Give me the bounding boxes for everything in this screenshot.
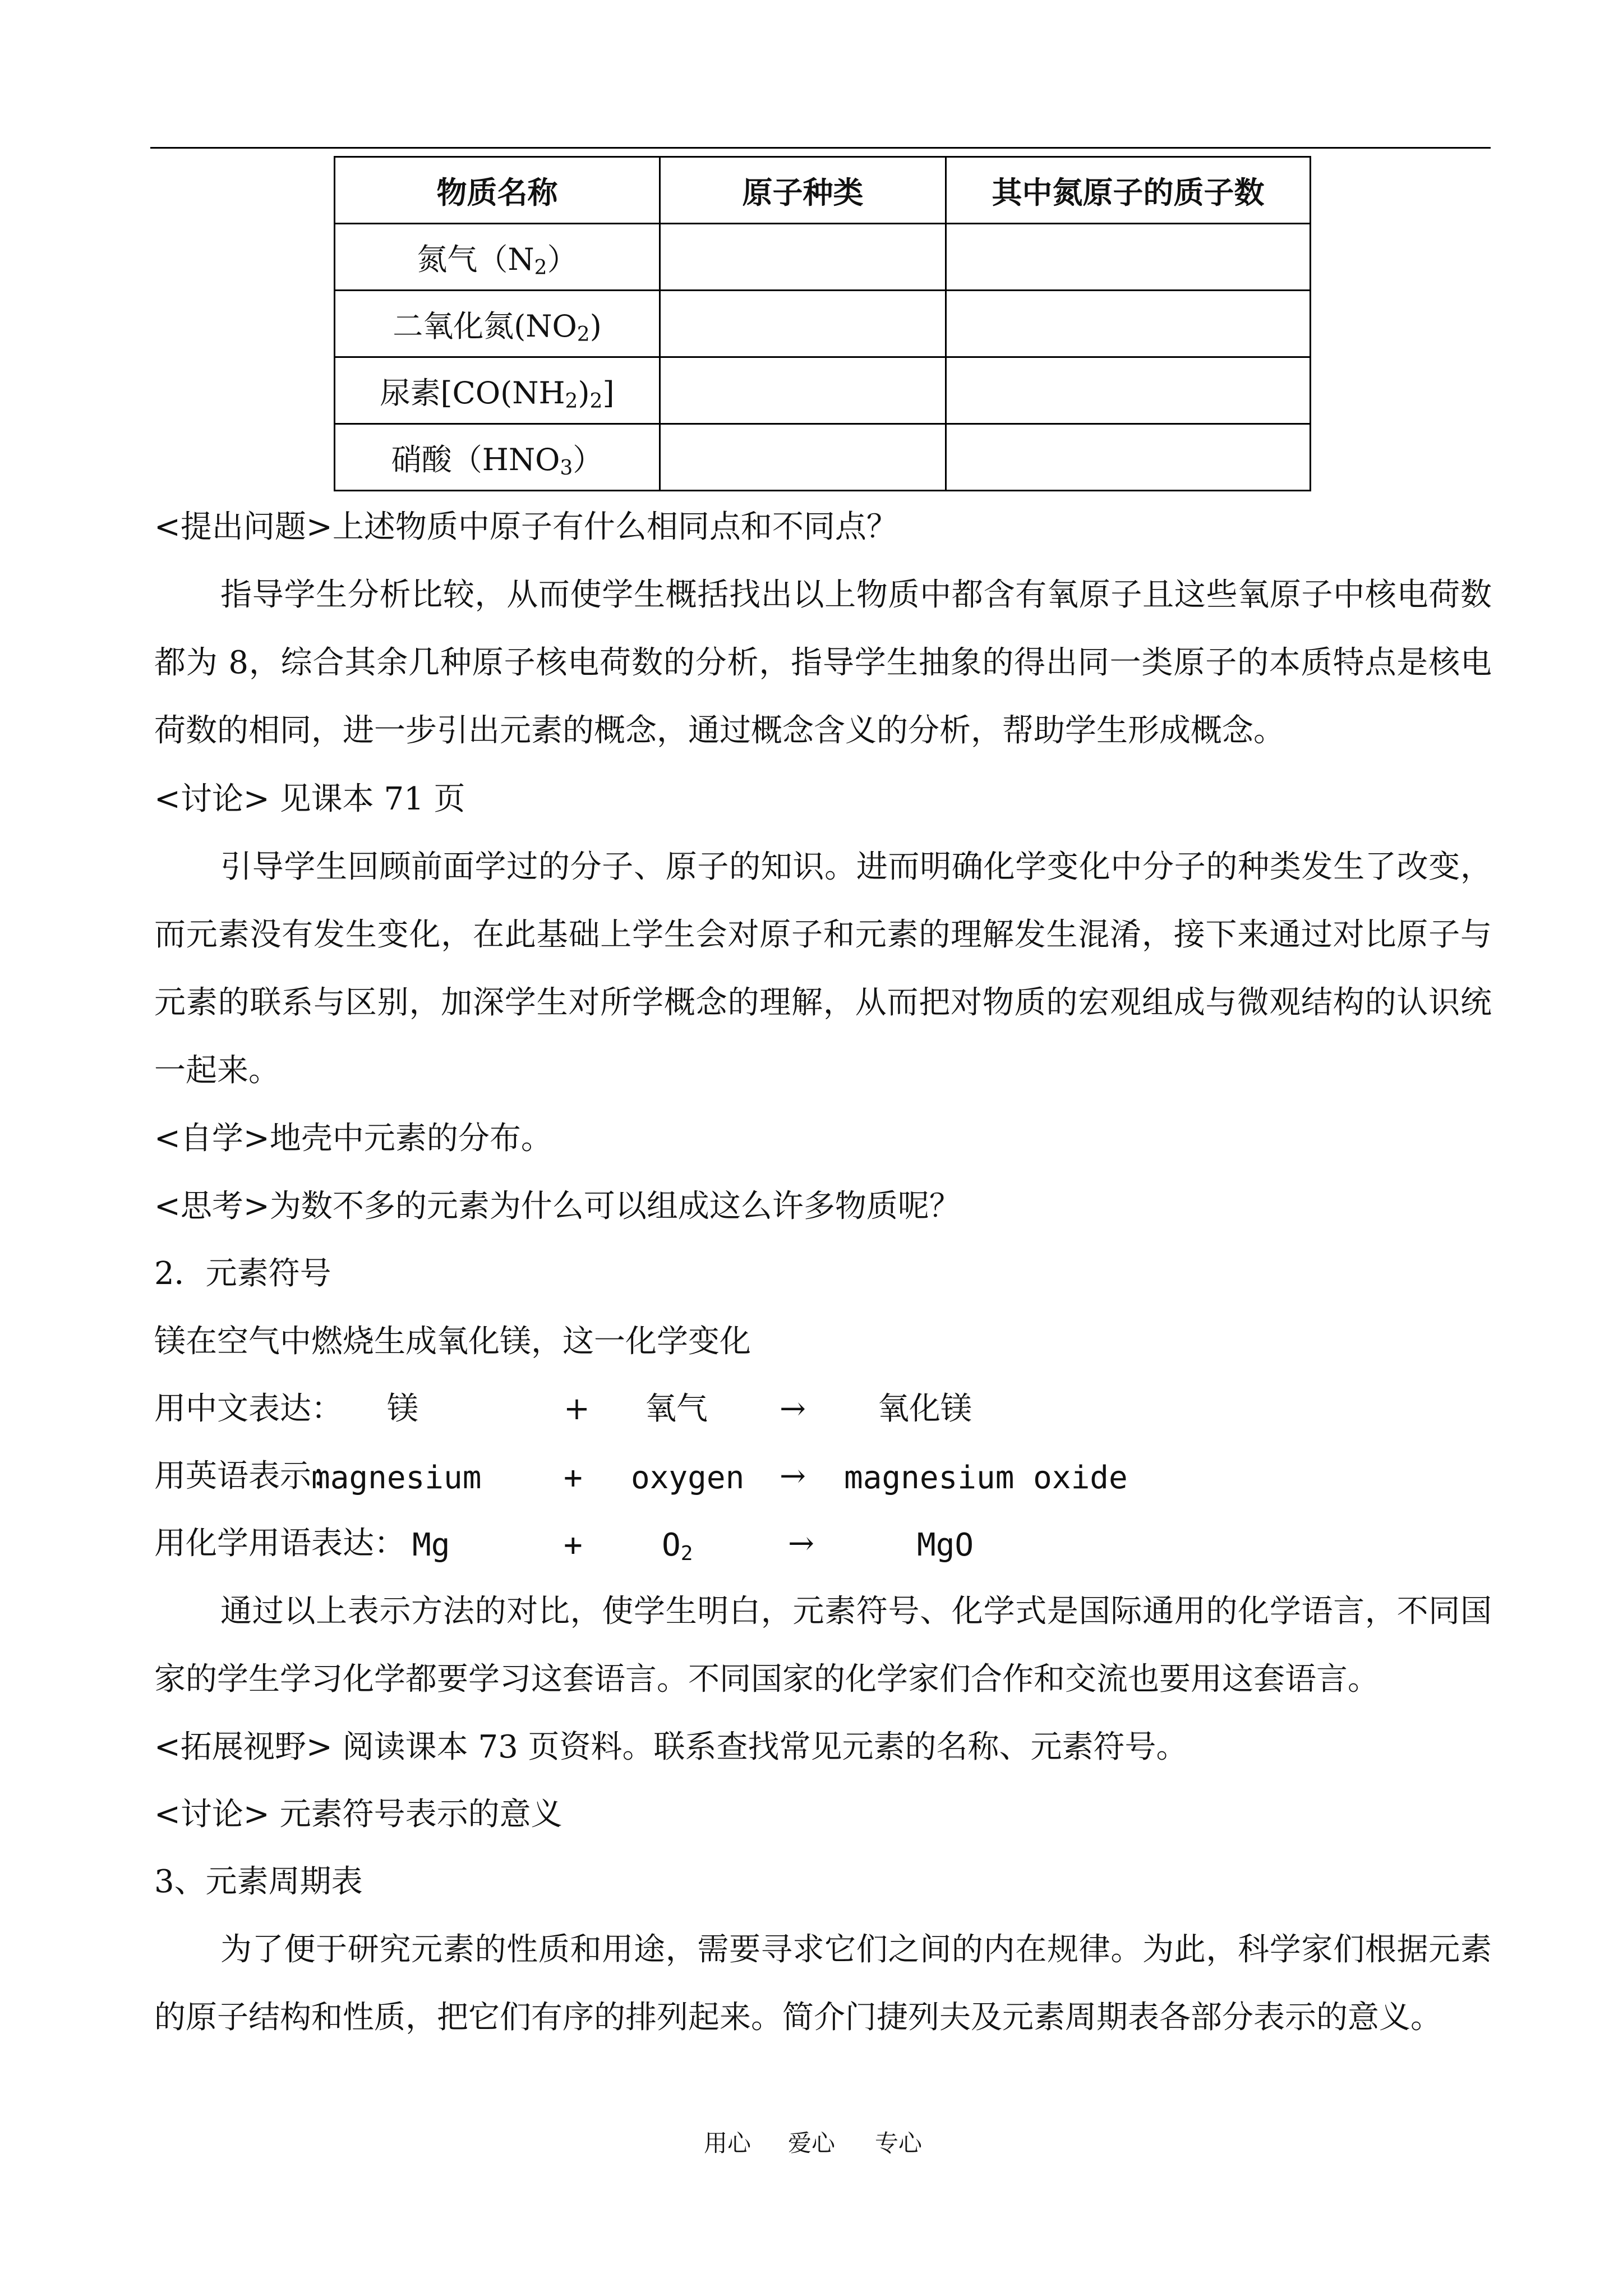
header-rule <box>150 147 1491 149</box>
paragraph-comparison: 通过以上表示方法的对比，使学生明白，元素符号、化学式是国际通用的化学语言，不同国家的学生学习化学都要学习这套语言。不同国家的化学家们合作和交流也要用这套语言。 <box>154 1593 1492 1697</box>
table-row <box>335 424 1311 491</box>
paragraph-analysis: 指导学生分析比较，从而使学生概括找出以上物质中都含有氧原子且这些氧原子中核电荷数都为 8，综合其余几种原子核电荷数的分析，指导学生抽象的得出同一类原子的本质特点是核电荷数的相同，进一步引出元素的概念，通过概念含义的分析，帮助学生形成概念。 <box>154 577 1492 749</box>
substance-table <box>334 156 1311 491</box>
discussion-line-2: <讨论> 元素符号表示的意义 <box>154 1796 562 1833</box>
arrow-icon: → <box>780 1391 806 1427</box>
arrow-icon: → <box>788 1525 814 1562</box>
self-study-line: <自学>地壳中元素的分布。 <box>154 1120 552 1157</box>
header-nitrogen-protons: 其中氮原子的质子数 <box>946 157 1311 224</box>
question-line: <提出问题>上述物质中原子有什么相同点和不同点？ <box>154 509 898 545</box>
empty-cell <box>946 357 1311 424</box>
substance-cell: 氮气$(N_2)$ <box>335 224 660 291</box>
thinking-line: <思考>为数不多的元素为什么可以组成这么许多物质呢？ <box>154 1188 961 1225</box>
extended-reading-line: <拓展视野> 阅读课本 73 页资料。联系查找常见元素的名称、元素符号。 <box>154 1729 1188 1765</box>
section-heading-periodic-table: 3、元素周期表 <box>154 1864 363 1900</box>
empty-cell <box>660 357 946 424</box>
substance-cell: 二氧化氮$(NO_2)$ <box>335 291 660 357</box>
header-atom-types: 原子种类 <box>660 157 946 224</box>
substance-cell: 尿素$[CO(NH_2)_2]$ <box>335 357 660 424</box>
table-row <box>335 357 1311 424</box>
empty-cell <box>660 291 946 357</box>
empty-cell <box>660 424 946 491</box>
table-row <box>335 291 1311 357</box>
section-heading-symbols: 2．元素符号 <box>154 1255 331 1292</box>
header-substance-name: 物质名称 <box>335 157 660 224</box>
empty-cell <box>946 424 1311 491</box>
empty-cell <box>946 291 1311 357</box>
paragraph-review: 引导学生回顾前面学过的分子、原子的知识。进而明确化学变化中分子的种类发生了改变，而元素没有发生变化，在此基础上学生会对原子和元素的理解发生混淆，接下来通过对比原子与元素的联系与区别，加深学生对所学概念的理解，从而把对物质的宏观组成与微观结构的认识统一起来。 <box>154 849 1492 1089</box>
substance-cell: 硝酸$(HNO_3)$ <box>335 424 660 491</box>
table-row <box>335 224 1311 291</box>
arrow-icon: → <box>780 1458 806 1494</box>
table-header-row <box>335 157 1311 224</box>
empty-cell <box>660 224 946 291</box>
empty-cell <box>946 224 1311 291</box>
paragraph-periodic-table: 为了便于研究元素的性质和用途，需要寻求它们之间的内在规律。为此，科学家们根据元素的原子结构和性质，把它们有序的排列起来。简介门捷列夫及元素周期表各部分表示的意义。 <box>154 1931 1492 2036</box>
discussion-line-1: <讨论> 见课本 71 页 <box>154 781 465 817</box>
magnesium-intro-line: 镁在空气中燃烧生成氧化镁，这一化学变化 <box>154 1323 751 1360</box>
